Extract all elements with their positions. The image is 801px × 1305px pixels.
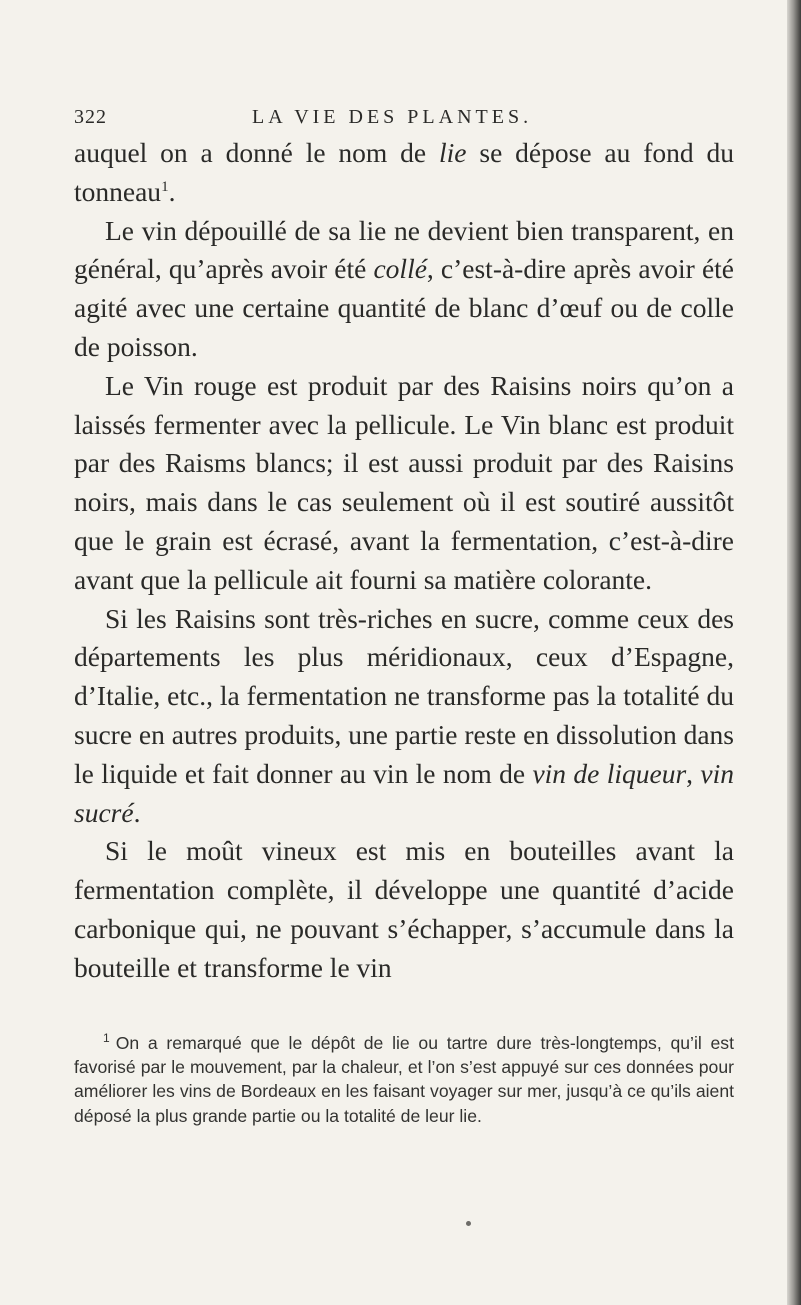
- term-vin-de-liqueur: vin de liqueur: [532, 757, 687, 789]
- paragraph-2-text: Le vin dépouillé de sa lie ne devient bien transparent, en général, qu’après avoir été: [74, 214, 734, 285]
- paragraph-5: Si le moût vineux est mis en bouteilles avant la fermentation complète, il développe une quantité d’acide carbonique qui, ne pouvant s’échapper, s’accumule dans la bouteille et transforme le vin: [74, 835, 734, 983]
- term-colle: collé: [373, 253, 427, 285]
- page-edge-shadow: [787, 0, 801, 1305]
- page-number: 322: [74, 106, 107, 128]
- footnote-reference[interactable]: 1: [161, 178, 169, 195]
- paragraph-3: Le Vin rouge est produit par des Raisins noirs qu’on a laissés fermenter avec la pellicule. Le Vin blanc est produit par des Raisms blancs; il est aussi produit par des Raisins noirs, mais dans le cas seulement où il est soutiré aussitôt que le grain est écrasé, avant la fermentation, c’est-à-dire avant que la pellicule ait fourni sa matière colorante.: [74, 369, 734, 595]
- term-lie: lie: [439, 137, 467, 168]
- ink-spot: [466, 1221, 471, 1226]
- paragraph-4-text: Si les Raisins sont très-riches en sucre, comme ceux des départements les plus méridionaux, ceux d’Espagne, d’Italie, etc., la fermentation ne transforme pas la totalité du sucre en autres produits, une partie reste en dissolution dans le liquide et fait donner au vin le nom de: [74, 602, 734, 789]
- footnote-marker: 1: [103, 1031, 110, 1046]
- paragraph-1: [74, 134, 734, 212]
- page-header: [74, 106, 674, 132]
- term-vin-sucre: vin sucré: [74, 757, 734, 828]
- paragraph-4-end: .: [133, 796, 141, 828]
- footnote: [74, 1031, 734, 1128]
- paragraph-1-end: .: [168, 175, 176, 207]
- paragraph-2: [74, 212, 734, 367]
- paragraph-4: [74, 600, 734, 833]
- paragraph-4-separator: ,: [686, 757, 701, 789]
- paragraph-1-text: auquel on a donné le nom de: [74, 137, 440, 168]
- running-title: LA VIE DES PLANTES.: [252, 106, 533, 128]
- paragraph-2-text-2: , c’est-à-dire après avoir été agité avec une certaine quantité de blanc d’œuf ou de colle de poisson.: [74, 253, 734, 362]
- paragraph-1-text-2: se dépose au fond du tonneau: [74, 137, 735, 207]
- footnote-text: On a remarqué que le dépôt de lie ou tartre dure très-longtemps, qu’il est favorisé par le mouvement, par la chaleur, et l’on s’est appuyé sur ces données pour améliorer les vins de Bordeaux en les faisant voyager sur mer, jusqu’à ce qu’ils aient déposé la plus grande partie ou la totalité de leur lie.: [74, 1033, 734, 1126]
- main-text: [74, 134, 734, 988]
